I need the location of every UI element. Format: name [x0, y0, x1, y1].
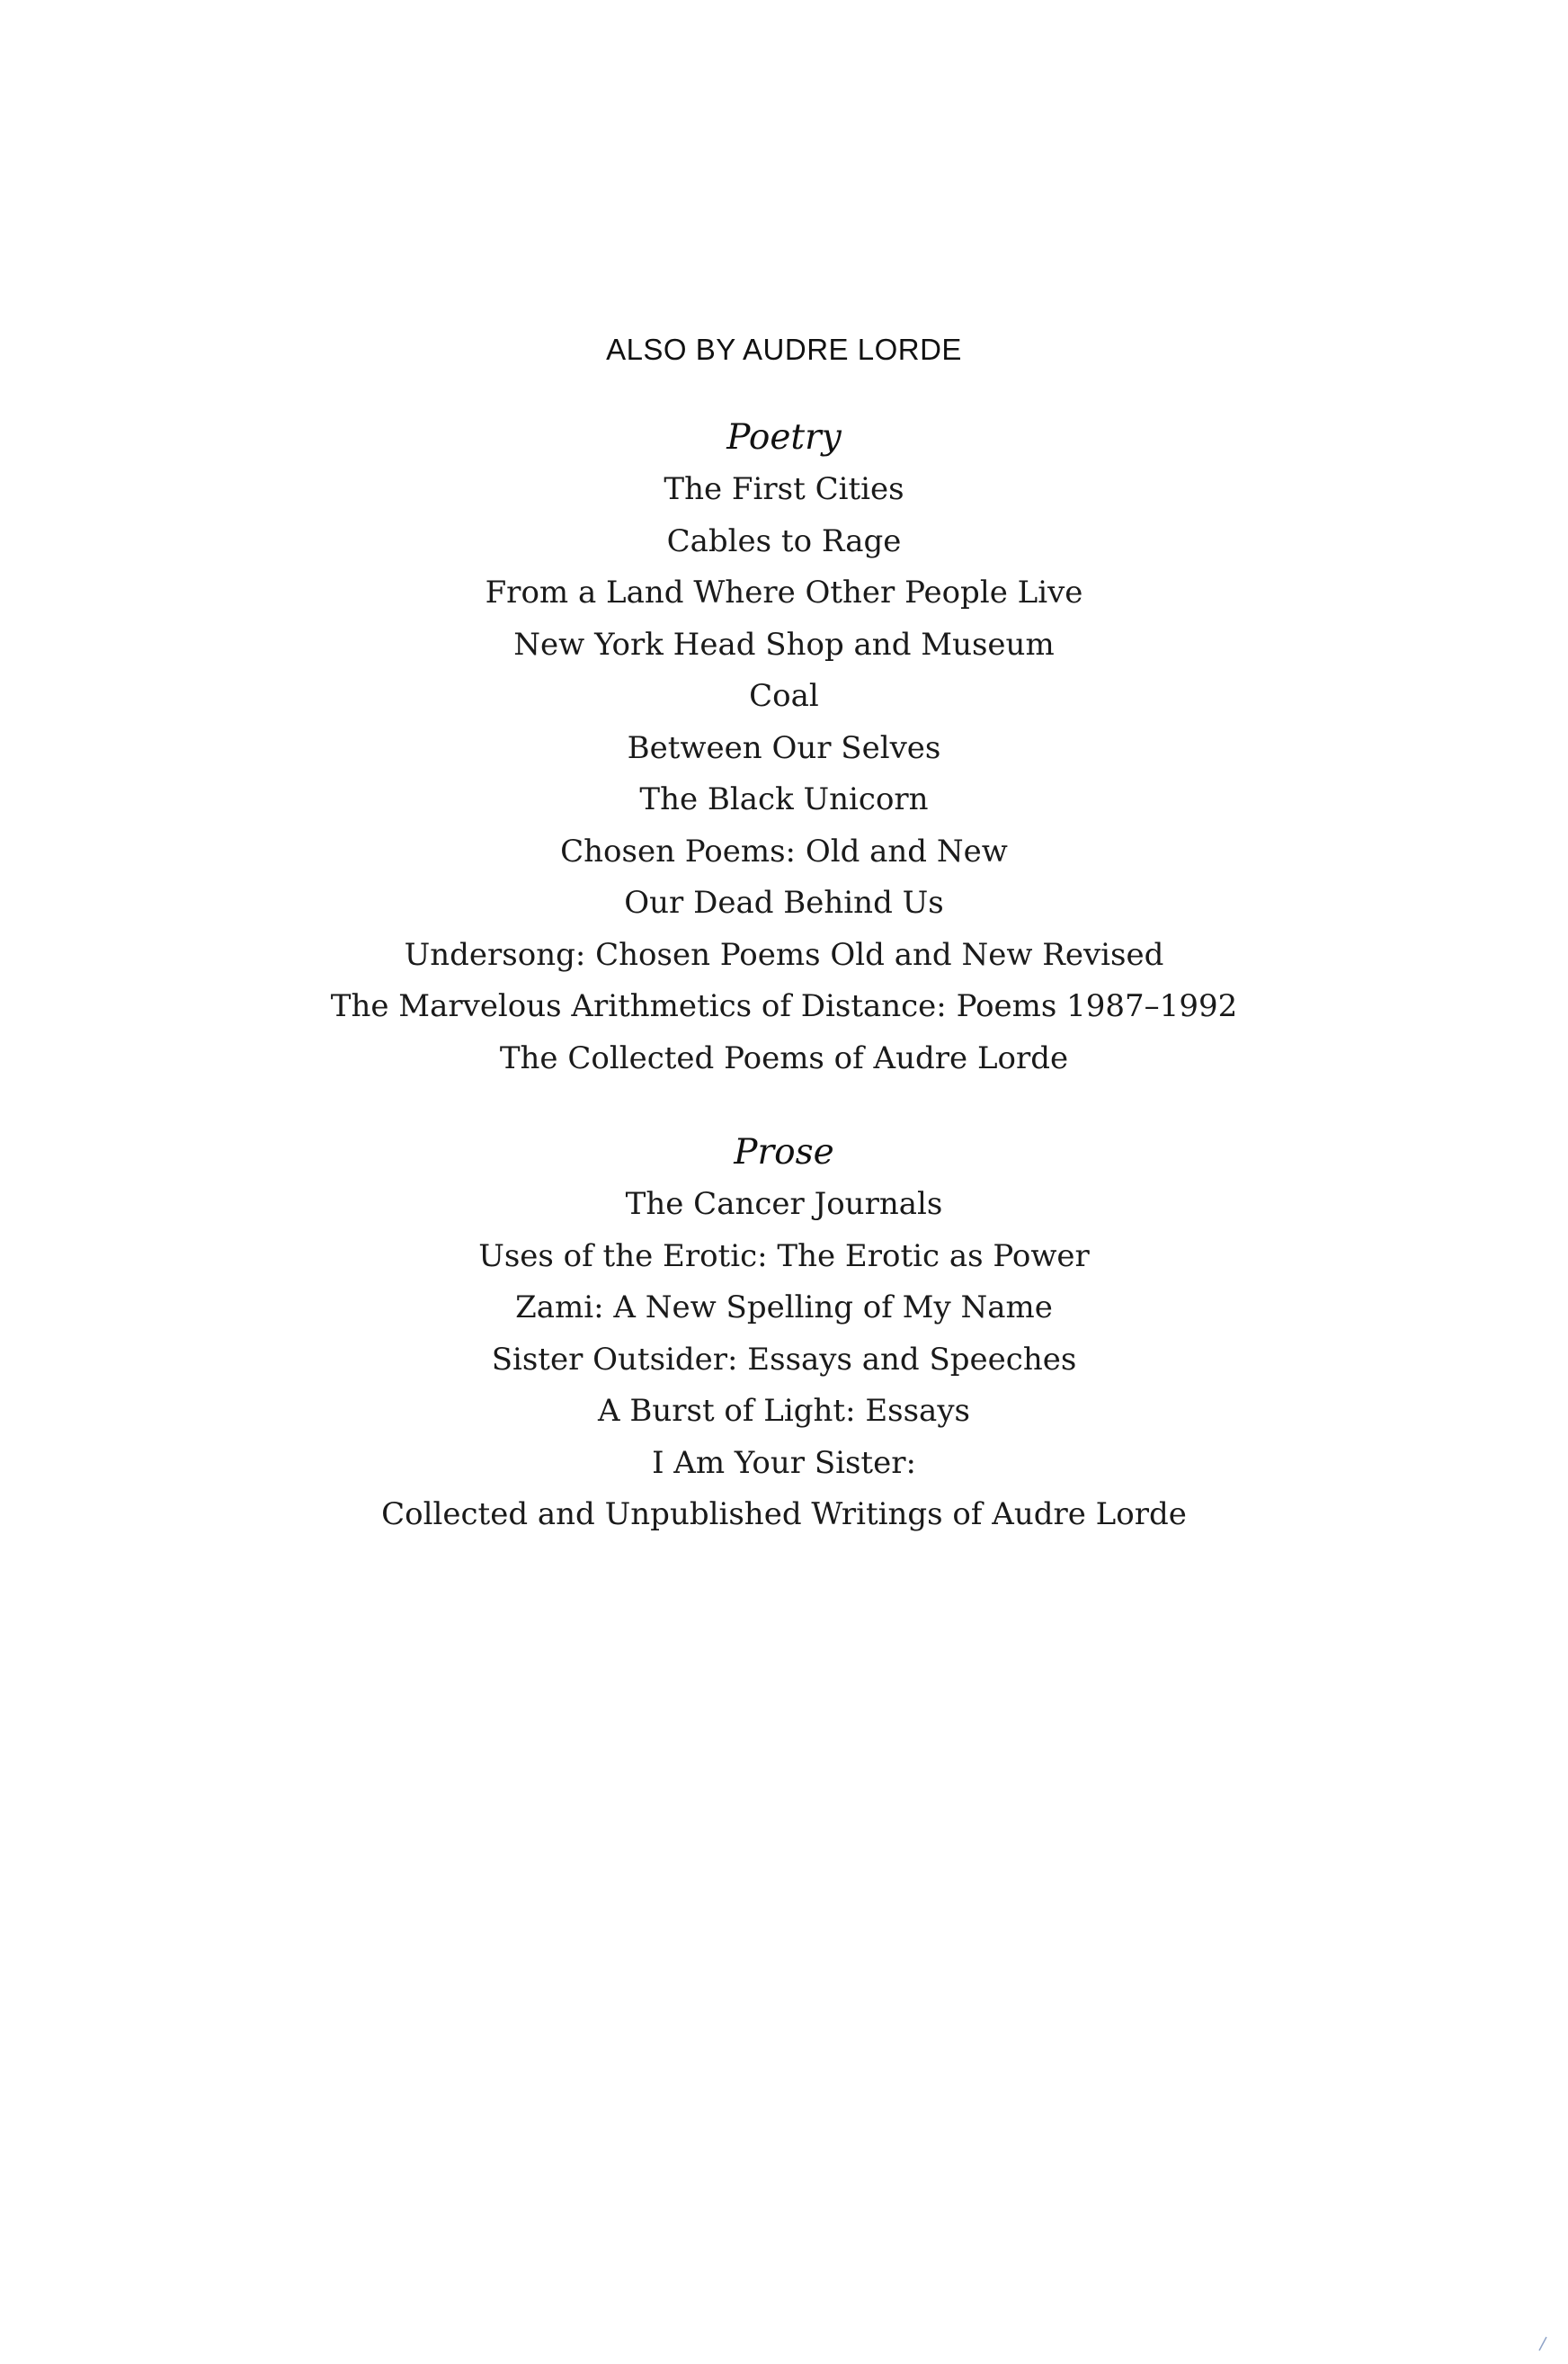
poetry-section-title: Poetry	[726, 417, 842, 458]
prose-section-title: Prose	[734, 1132, 834, 1173]
poetry-item: The Collected Poems of Audre Lorde	[499, 1039, 1069, 1076]
prose-section	[0, 1127, 1568, 1541]
poetry-item: Our Dead Behind Us	[624, 885, 944, 921]
poetry-item: Undersong: Chosen Poems Old and New Revised	[404, 936, 1164, 973]
poetry-item: From a Land Where Other People Live	[485, 575, 1083, 611]
poetry-item: Chosen Poems: Old and New	[560, 833, 1008, 870]
poetry-item: Cables to Rage	[666, 522, 902, 559]
poetry-section	[0, 412, 1568, 1084]
prose-list	[0, 1179, 1568, 1541]
prose-item: I Am Your Sister:	[652, 1444, 916, 1481]
page-heading: ALSO BY AUDRE LORDE	[606, 333, 962, 366]
poetry-item: The Black Unicorn	[639, 781, 929, 817]
poetry-item: New York Head Shop and Museum	[513, 626, 1055, 663]
prose-item: Zami: A New Spelling of My Name	[515, 1289, 1053, 1325]
poetry-item: The First Cities	[664, 471, 904, 507]
page-curl-icon	[1537, 2335, 1548, 2351]
poetry-item: Between Our Selves	[627, 729, 941, 766]
prose-item: Collected and Unpublished Writings of Audre Lorde	[381, 1496, 1187, 1532]
poetry-list	[0, 464, 1568, 1084]
prose-item: A Burst of Light: Essays	[598, 1393, 970, 1429]
prose-item: Sister Outsider: Essays and Speeches	[491, 1341, 1077, 1378]
prose-item: Uses of the Erotic: The Erotic as Power	[478, 1237, 1090, 1274]
prose-item: The Cancer Journals	[625, 1186, 943, 1222]
poetry-item: The Marvelous Arithmetics of Distance: Poems 1987–1992	[330, 988, 1238, 1024]
poetry-item: Coal	[749, 678, 819, 714]
